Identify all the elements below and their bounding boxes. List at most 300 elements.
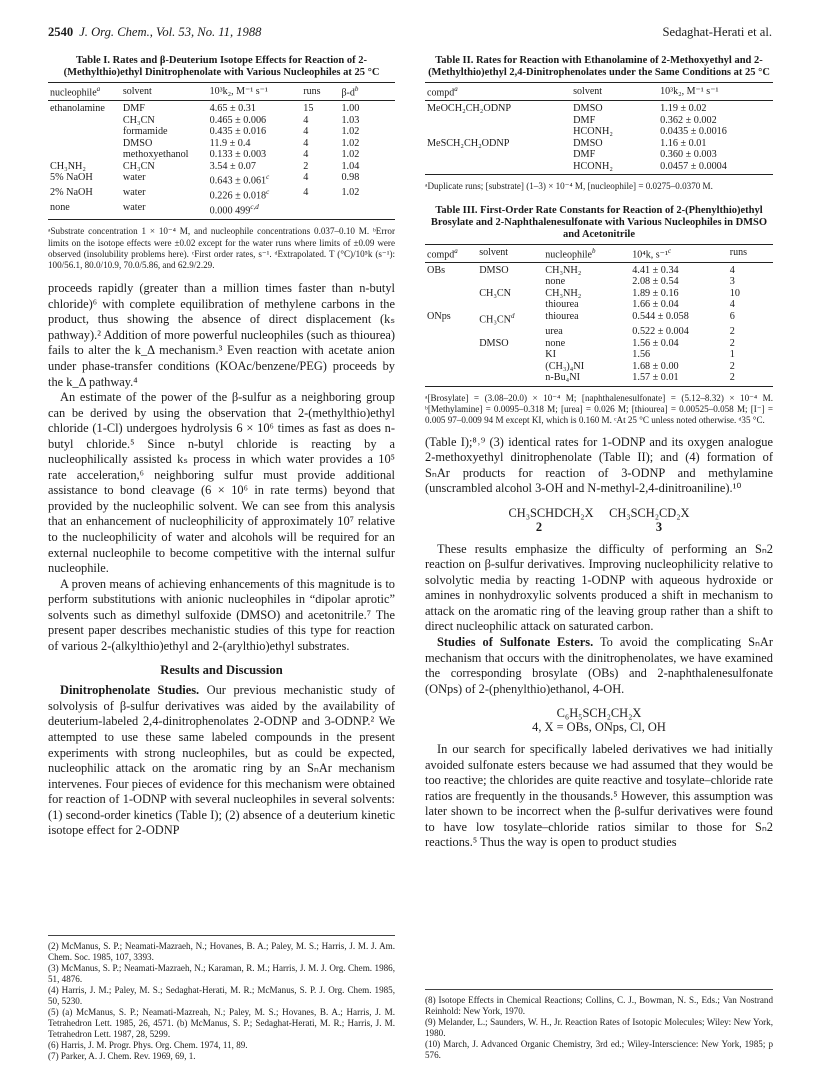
table-cell: [658, 115, 773, 127]
table-cell: [121, 172, 208, 187]
cell-footnote-mark: d: [511, 311, 515, 320]
right-paragraph-3-text: To avoid the complicating SₙAr mechanism that occurs with the dinitrophenolates, we have examined the corresponding brosylate (OBs) and 2-naphthalenesulfonate (ONps) of 2-(phenylthio)ethanol, 4-OH.: [425, 635, 773, 696]
table-cell: [121, 126, 208, 138]
cell-text: 2: [729, 372, 735, 384]
reference-entry: (4) Harris, J. M.; Paley, M. S.; Sedaghat-Herati, M. R.; McManus, S. P. J. Org. Chem. 1985, 50, 5230.: [48, 985, 395, 1006]
table-cell: [728, 276, 773, 288]
table1-header-3: [301, 83, 339, 101]
cell-text: ONps: [427, 310, 451, 322]
left-paragraph-3: A proven means of achieving enhancements of this magnitude is to perform substitutions with anionic nucleophiles in “dipolar aprotic” solvents such as dimethyl sulfoxide (DMSO) and acetonitrile.⁷ The present paper describes mechanistic studies of this type for reaction of various 2-(alkylthio)ethyl and 2-(arylthio)ethyl substrates.: [48, 576, 395, 653]
cell-text: 1.00: [341, 102, 360, 114]
table3-header-3: [630, 244, 727, 262]
table-cell: [630, 338, 727, 350]
cell-text: 1: [729, 349, 735, 361]
formula-2: CH₃SCHDCH₂X: [508, 505, 594, 520]
table-cell: [425, 372, 477, 386]
table-cell: [48, 161, 121, 173]
table-cell: [301, 187, 339, 202]
table1-header-2: [208, 83, 302, 101]
table-cell: [425, 299, 477, 311]
cell-text: 0.362 ± 0.002: [660, 114, 717, 126]
reference-entry: (2) McManus, S. P.; Neamati-Mazraeh, N.; Hovanes, B. A.; Paley, M. S.; Harris, J. M. J. Am. Chem. Soc. 1985, 107, 3393.: [48, 941, 395, 962]
table1-header-0: [48, 83, 121, 101]
table-cell: [48, 126, 121, 138]
cell-text: 1.02: [341, 126, 360, 138]
cell-text: CH₃NH₂: [545, 264, 582, 276]
cell-text: 2: [729, 325, 735, 337]
page-number: 2540: [48, 25, 74, 39]
table-row: [48, 161, 395, 173]
table-cell: [48, 202, 121, 219]
table-cell: [339, 138, 395, 150]
formula-4: C₆H₅SCH₂CH₂X: [556, 706, 642, 721]
table3-header-1: [477, 244, 543, 262]
cell-text: 1.02: [341, 149, 360, 161]
cell-text: none: [50, 202, 70, 214]
table-cell: [728, 288, 773, 300]
table-cell: [658, 138, 773, 150]
table-cell: [728, 326, 773, 338]
table-cell: [728, 349, 773, 361]
table3-caption: Table III. First-Order Rate Constants for Reaction of 2-(Phenylthio)ethyl Brosylate and 2-Naphthalenesulfonate with Various Nucleophiles in DMSO and Acetonitrile: [430, 204, 768, 240]
table-cell: [425, 126, 571, 138]
table-row: [425, 299, 773, 311]
cell-text: CH₃CN: [479, 287, 512, 299]
left-paragraph-2: An estimate of the power of the β-sulfur as a neighboring group can be derived by using the observation that 2-(methylthio)ethyl chloride (1-Cl) undergoes hydrolysis 6 × 10⁶ times as fast as does n-butyl chloride.⁵ Since n-butyl chloride is reacting by a nucleophilically assisted kₛ process in which water provides a 10⁵ rate acceleration,⁶ neighboring sulfur must provide additional assistance to bond cleavage (6 × 10⁶ in rate terms) beyond that provided by the nucleophilic solvent. We can see from this analysis that an enhancement of nucleophilicity of approximately 10⁷ relative to the nucleophilicity of water and alcohols will be required for an external nucleophile to become competitive with the internal sulfur nucleophile.: [48, 390, 395, 576]
table3-footnote: ᵃ[Brosylate] = (3.08–20.0) × 10⁻⁴ M; [naphthalenesulfonate] = (5.12–8.32) × 10⁻⁴ M. ᵇ[Methylamine] = 0.0095–0.318 M; [urea] = 0.026 M; [thiourea] = 0.00525–0.058 M; [I⁻] = 0.005 97–0.009 94 M except KI, which is 0.160 M. ᶜAt 25 °C unless noted otherwise. ᵈ35 °C.: [425, 392, 773, 426]
table-cell: [477, 326, 543, 338]
table2-caption: Table II. Rates for Reaction with Ethanolamine of 2-Methoxyethyl and 2-(Methylthio)ethyl 2,4-Dinitrophenolates under the Same Conditions at 25 °C: [428, 55, 770, 78]
table-cell: [477, 299, 543, 311]
table-cell: [48, 115, 121, 127]
table-cell: [543, 326, 630, 338]
cell-text: DMSO: [573, 137, 603, 149]
cell-text: 4: [303, 114, 309, 126]
table-cell: [543, 361, 630, 373]
table-cell: [571, 161, 658, 175]
table-cell: [301, 100, 339, 114]
cell-text: 0.643 ± 0.061: [209, 175, 267, 187]
section-heading: Results and Discussion: [160, 663, 283, 678]
cell-text: CH₃CN: [122, 114, 155, 126]
table-cell: [571, 138, 658, 150]
table-cell: [121, 202, 208, 219]
table-row: [48, 100, 395, 114]
table-cell: [728, 372, 773, 386]
table1-header-text: runs: [303, 85, 321, 97]
table-cell: [301, 126, 339, 138]
table-row: [48, 202, 395, 219]
table-cell: [728, 311, 773, 326]
formula-3: CH₃SCH₂CD₂X: [609, 505, 690, 520]
cell-text: 1.56 ± 0.04: [632, 337, 679, 349]
structure-formula-4: [425, 706, 773, 734]
cell-text: water: [122, 172, 146, 184]
table3-header-text: compd: [427, 249, 455, 261]
cell-text: 0.435 ± 0.016: [209, 126, 267, 138]
table-cell: [301, 161, 339, 173]
table-cell: [121, 161, 208, 173]
table-cell: [658, 126, 773, 138]
table-cell: [477, 338, 543, 350]
table1-footnote: ᵃSubstrate concentration 1 × 10⁻⁴ M, and nucleophile concentrations 0.037–0.10 M. ᵇError limits on the isotope effects were ±0.02 except for the water runs where limits of ±0.09 were observed (insolubility problems here). ᶜFirst order rates, s⁻¹. ᵈExtrapolated. T (°C)/10⁵k (s⁻¹): 100/56.1, 80.0/10.9, 70.0/5.86, and 62.9/2.29.: [48, 226, 395, 271]
reference-entry: (5) (a) McManus, S. P.; Neamati-Mazreah, N.; Paley, M. S.; Hovanes, B. A.; Harris, J. M. Tetrahedron Lett. 1985, 26, 4571. (b) McManus, S. P.; Sedaghat-Herati, M. R.; Harris, J. M. Tetrahedron Lett. 1987, 28, 5299.: [48, 1007, 395, 1039]
table-cell: [121, 149, 208, 161]
table-row: [48, 138, 395, 150]
table3-header-footnote-mark: c: [667, 246, 672, 255]
reference-entry: (10) March, J. Advanced Organic Chemistry, 3rd ed.; Wiley-Interscience: New York, 1985; p 576.: [425, 1039, 773, 1060]
table3: [425, 244, 773, 387]
cell-text: DMF: [573, 149, 596, 161]
table-cell: [301, 138, 339, 150]
table-cell: [728, 262, 773, 276]
table-cell: [339, 100, 395, 114]
table2-header-2: [658, 83, 773, 101]
table-cell: [543, 311, 630, 326]
table-row: [425, 288, 773, 300]
table-row: [425, 126, 773, 138]
cell-text: CH₃NH₂: [50, 160, 86, 172]
table-cell: [630, 288, 727, 300]
table-cell: [571, 126, 658, 138]
table-cell: [208, 161, 302, 173]
left-paragraph-4-text: Our previous mechanistic study of solvolysis of β-sulfur derivatives was aided by the availability of deuterium-labeled 2,4-dinitrophenolates 2-ODNP and 3-ODNP.² We attempted to use these same labeled compounds in the present experiments with strong nucleophiles, but as could be expected, nucleophilic attack on the aromatic ring by an SₙAr mechanism intervenes. Four pieces of evidence for this mechanism were obtained for reaction of 1-ODNP with several nucleophiles in several solvents: (1) second-order kinetics (Table I); (2) absence of a deuterium kinetic isotope effect for 2-ODNP: [48, 683, 396, 838]
cell-text: DMF: [573, 114, 596, 126]
table-cell: [630, 262, 727, 276]
cell-text: 2.08 ± 0.54: [632, 276, 679, 288]
table-cell: [728, 338, 773, 350]
cell-text: 0.000 499: [209, 205, 251, 217]
table-cell: [208, 100, 302, 114]
cell-text: 2: [729, 337, 735, 349]
table-cell: [728, 361, 773, 373]
table3-header-0: [425, 244, 477, 262]
table-cell: [543, 338, 630, 350]
cell-text: ethanolamine: [50, 102, 105, 114]
table-cell: [658, 100, 773, 114]
table-cell: [425, 161, 571, 175]
table-cell: [339, 115, 395, 127]
table-cell: [339, 202, 395, 219]
table-row: [425, 161, 773, 175]
reference-entry: (9) Melander, L.; Saunders, W. H., Jr. Reaction Rates of Isotopic Molecules; Wiley: New York, 1980.: [425, 1017, 773, 1038]
cell-text: 4: [303, 187, 309, 199]
table-cell: [477, 262, 543, 276]
cell-text: 6: [729, 310, 735, 322]
table-cell: [477, 288, 543, 300]
references-right: [425, 989, 773, 1061]
table-cell: [425, 138, 571, 150]
table3-header-text: 10⁴k, s⁻¹: [632, 249, 668, 261]
table1-header-footnote-mark: a: [96, 85, 101, 93]
cell-text: 11.9 ± 0.4: [209, 137, 251, 149]
table-cell: [477, 276, 543, 288]
table-row: [425, 338, 773, 350]
table-cell: [208, 187, 302, 202]
table2-header-0: [425, 83, 571, 101]
table-cell: [121, 100, 208, 114]
table1-caption: Table I. Rates and β-Deuterium Isotope Effects for Reaction of 2-(Methylthio)ethyl Dinitrophenolate with Various Nucleophiles at 25 °C: [63, 55, 380, 78]
reference-entry: (8) Isotope Effects in Chemical Reactions; Collins, C. J., Bowman, N. S., Eds.; Van Nostrand Reinhold: New York, 1970.: [425, 995, 773, 1016]
table-cell: [630, 299, 727, 311]
cell-text: water: [122, 202, 146, 214]
table-row: [425, 361, 773, 373]
reference-entry: (7) Parker, A. J. Chem. Rev. 1969, 69, 1.: [48, 1051, 196, 1061]
table-cell: [658, 149, 773, 161]
left-paragraph-1: proceeds rapidly (greater than a million times faster than n-butyl chloride)⁶ with complete equilibration of methylene carbons in the product, thus showing the absence of direct displacement (kₛ pathway).² Addition of more powerful nucleophiles (such as thiourea) fails to alter the k_Δ mechanism.³ Even reaction with acetate anion under phase-transfer conditions (KOAc/benzene/PEG) proceeds by the k_Δ pathway.⁴: [48, 281, 395, 389]
table-cell: [339, 161, 395, 173]
table-cell: [425, 326, 477, 338]
compound-number-3: 3: [655, 519, 663, 534]
cell-text: urea: [545, 325, 563, 337]
cell-text: 10: [729, 287, 740, 299]
table3-header-text: solvent: [479, 247, 509, 259]
table3-header-footnote-mark: b: [591, 246, 596, 255]
table-cell: [543, 349, 630, 361]
table-cell: [425, 338, 477, 350]
table-cell: [425, 149, 571, 161]
table-row: [425, 138, 773, 150]
table-cell: [571, 100, 658, 114]
table-cell: [301, 149, 339, 161]
right-paragraph-4: In our search for specifically labeled derivatives we had initially avoided sulfonate esters because we had assumed that they would be too reactive; the chlorides are quite reactive and tosylate–chloride rate ratios are frequently in the thousands.⁵ However, this assumption was later shown to be incorrect when the β-sulfur derivatives were found to have low tosylate–chloride ratios similar to those for Sₙ2 reactions.⁵ Thus the way is open to product studies: [425, 742, 773, 850]
table-cell: [543, 299, 630, 311]
table2-header-footnote-mark: a: [454, 85, 458, 93]
cell-text: HCONH₂: [573, 126, 613, 138]
cell-footnote-mark: c,d: [250, 203, 259, 212]
table-cell: [208, 115, 302, 127]
cell-text: DMF: [122, 102, 145, 114]
table1-header-text: nucleophile: [50, 87, 97, 99]
cell-text: none: [545, 276, 566, 288]
table-cell: [477, 349, 543, 361]
table-row: [425, 311, 773, 326]
table-cell: [48, 149, 121, 161]
left-column: [48, 55, 395, 839]
cell-text: 0.0457 ± 0.0004: [660, 160, 727, 172]
cell-text: KI: [545, 349, 557, 361]
table-cell: [630, 276, 727, 288]
table-row: [425, 100, 773, 114]
cell-text: DMSO: [479, 264, 509, 276]
cell-text: none: [545, 337, 566, 349]
table-row: [425, 115, 773, 127]
table2-header-1: [571, 83, 658, 101]
table-cell: [48, 172, 121, 187]
table-cell: [208, 149, 302, 161]
table-cell: [208, 126, 302, 138]
right-paragraph-2: These results emphasize the difficulty of performing an Sₙ2 reaction on β-sulfur derivatives. Improving nucleophilicity relative to solvolytic media by reacting 1-ODNP with aqueous hydroxide or amines in nonhydroxylic solvents produced a shift in mechanism to attack on the aromatic ring of the leaving group rather than a shift to direct nucleophilic attack on saturated carbon.: [425, 541, 773, 634]
table3-header-4: [728, 244, 773, 262]
journal-citation: J. Org. Chem., Vol. 53, No. 11, 1988: [79, 25, 262, 39]
table1: [48, 82, 395, 220]
table-cell: [630, 372, 727, 386]
right-paragraph-1: (Table I);⁸˒⁹ (3) identical rates for 1-ODNP and its oxygen analogue 2-methoxyethyl dinitrophenolate (Table II); and (4) formation of SₙAr products for reaction of 3-ODNP and methylamine (unscrambled alcohol 3-OH and N-methyl-2,4-dinitroaniline).¹⁰: [425, 434, 773, 496]
cell-text: 4.65 ± 0.31: [209, 102, 256, 114]
table-cell: [208, 202, 302, 219]
table-cell: [630, 326, 727, 338]
table-cell: [208, 172, 302, 187]
structure-formulas-2-3: [425, 506, 773, 534]
table1-header-4: [339, 83, 395, 101]
cell-text: DMSO: [479, 337, 509, 349]
table-cell: [121, 115, 208, 127]
cell-footnote-mark: c: [266, 173, 270, 182]
cell-text: water: [122, 187, 146, 199]
cell-text: 4: [729, 299, 735, 311]
table-row: [48, 126, 395, 138]
table3-header-text: runs: [729, 247, 747, 259]
table-cell: [630, 349, 727, 361]
table-cell: [571, 115, 658, 127]
table-cell: [728, 299, 773, 311]
cell-text: 0.226 ± 0.018: [209, 190, 267, 202]
cell-text: 1.04: [341, 160, 360, 172]
cell-text: 2% NaOH: [50, 187, 93, 199]
table-row: [425, 262, 773, 276]
table2: [425, 82, 773, 175]
table-cell: [339, 187, 395, 202]
cell-text: 4: [729, 264, 735, 276]
table1-header-text: solvent: [122, 85, 152, 97]
cell-text: CH₃NH₂: [545, 287, 582, 299]
table-cell: [339, 172, 395, 187]
table-cell: [630, 361, 727, 373]
cell-text: 0.522 ± 0.004: [632, 325, 689, 337]
cell-text: 0.465 ± 0.006: [209, 114, 267, 126]
formula-4-substituents: 4, X = OBs, ONps, Cl, OH: [532, 720, 666, 735]
cell-text: 4: [303, 137, 309, 149]
cell-text: 2: [729, 360, 735, 372]
cell-text: CH₃CN: [479, 314, 512, 326]
table-cell: [121, 187, 208, 202]
subsection-lead-sulfonate: Studies of Sulfonate Esters.: [437, 635, 594, 650]
table-row: [48, 172, 395, 187]
cell-text: 1.19 ± 0.02: [660, 102, 707, 114]
cell-text: MeOCH₂CH₂ODNP: [427, 102, 512, 114]
cell-footnote-mark: c: [266, 188, 270, 197]
table-cell: [48, 100, 121, 114]
table-cell: [301, 172, 339, 187]
table-row: [425, 326, 773, 338]
table-cell: [121, 138, 208, 150]
table-cell: [425, 115, 571, 127]
cell-text: 4: [303, 149, 309, 161]
cell-text: 1.02: [341, 187, 360, 199]
cell-text: formamide: [122, 126, 168, 138]
table-cell: [425, 311, 477, 326]
table-cell: [543, 276, 630, 288]
cell-text: 1.02: [341, 137, 360, 149]
table-cell: [339, 149, 395, 161]
cell-text: (CH₃)₄NI: [545, 360, 585, 372]
table2-header-text: solvent: [573, 85, 603, 97]
cell-text: DMSO: [122, 137, 153, 149]
cell-text: 1.57 ± 0.01: [632, 372, 679, 384]
header-left: [48, 25, 261, 40]
running-header: [48, 25, 772, 45]
table-cell: [301, 115, 339, 127]
right-column: [425, 55, 773, 851]
cell-text: n-Bu₄NI: [545, 372, 580, 384]
cell-text: thiourea: [545, 310, 579, 322]
cell-text: 1.03: [341, 114, 360, 126]
table-cell: [48, 187, 121, 202]
table-row: [425, 372, 773, 386]
table1-header-text: 10³k₂, M⁻¹ s⁻¹: [209, 85, 268, 97]
table-cell: [477, 311, 543, 326]
table3-header-2: [543, 244, 630, 262]
references-left: [48, 935, 395, 1062]
right-paragraph-3: [425, 635, 773, 697]
cell-text: 1.68 ± 0.00: [632, 360, 679, 372]
cell-text: 4.41 ± 0.34: [632, 264, 679, 276]
cell-text: thiourea: [545, 299, 579, 311]
table-cell: [543, 288, 630, 300]
cell-text: 0.360 ± 0.003: [660, 149, 717, 161]
table2-header-text: 10³k₂, M⁻¹ s⁻¹: [660, 85, 719, 97]
table2-footnote: ᵃDuplicate runs; [substrate] (1–3) × 10⁻⁴ M, [nucleophile] = 0.0275–0.0370 M.: [425, 181, 713, 192]
cell-text: HCONH₂: [573, 160, 613, 172]
cell-text: 0.133 ± 0.003: [209, 149, 267, 161]
header-author: Sedaghat-Herati et al.: [662, 25, 772, 39]
compound-number-2: 2: [535, 519, 543, 534]
table-row: [48, 115, 395, 127]
table3-header-text: nucleophile: [545, 249, 592, 261]
subsection-lead: Dinitrophenolate Studies.: [60, 683, 200, 698]
table1-header-1: [121, 83, 208, 101]
table-row: [48, 149, 395, 161]
table1-header-footnote-mark: b: [354, 85, 359, 93]
table-row: [425, 349, 773, 361]
cell-text: 4: [303, 172, 309, 184]
cell-text: 3.54 ± 0.07: [209, 160, 256, 172]
cell-text: 5% NaOH: [50, 172, 93, 184]
cell-text: 3: [729, 276, 735, 288]
cell-text: 1.66 ± 0.04: [632, 299, 679, 311]
table-cell: [477, 372, 543, 386]
table-cell: [425, 288, 477, 300]
table-cell: [208, 138, 302, 150]
table-row: [425, 149, 773, 161]
table3-header-footnote-mark: a: [454, 246, 458, 255]
cell-text: 15: [303, 102, 314, 114]
table-row: [425, 276, 773, 288]
table-cell: [425, 276, 477, 288]
cell-text: 0.0435 ± 0.0016: [660, 126, 727, 138]
table-cell: [477, 361, 543, 373]
cell-text: methoxyethanol: [122, 149, 189, 161]
cell-text: 1.56: [632, 349, 651, 361]
table-cell: [301, 202, 339, 219]
cell-text: 1.16 ± 0.01: [660, 137, 707, 149]
table-cell: [543, 262, 630, 276]
cell-text: 0.544 ± 0.058: [632, 310, 689, 322]
table-cell: [425, 349, 477, 361]
cell-text: 4: [303, 126, 309, 138]
left-paragraph-4: [48, 683, 395, 838]
table-cell: [425, 361, 477, 373]
cell-text: 1.89 ± 0.16: [632, 287, 679, 299]
table1-header-text: β-d: [341, 87, 355, 99]
table-cell: [425, 100, 571, 114]
table-cell: [658, 161, 773, 175]
table-cell: [630, 311, 727, 326]
table-cell: [571, 149, 658, 161]
cell-text: CH₃CN: [122, 160, 155, 172]
cell-text: OBs: [427, 264, 446, 276]
reference-entry: (3) McManus, S. P.; Neamati-Mazraeh, N.; Karaman, R. M.; Harris, J. M. J. Org. Chem. 1986, 51, 4876.: [48, 963, 395, 984]
